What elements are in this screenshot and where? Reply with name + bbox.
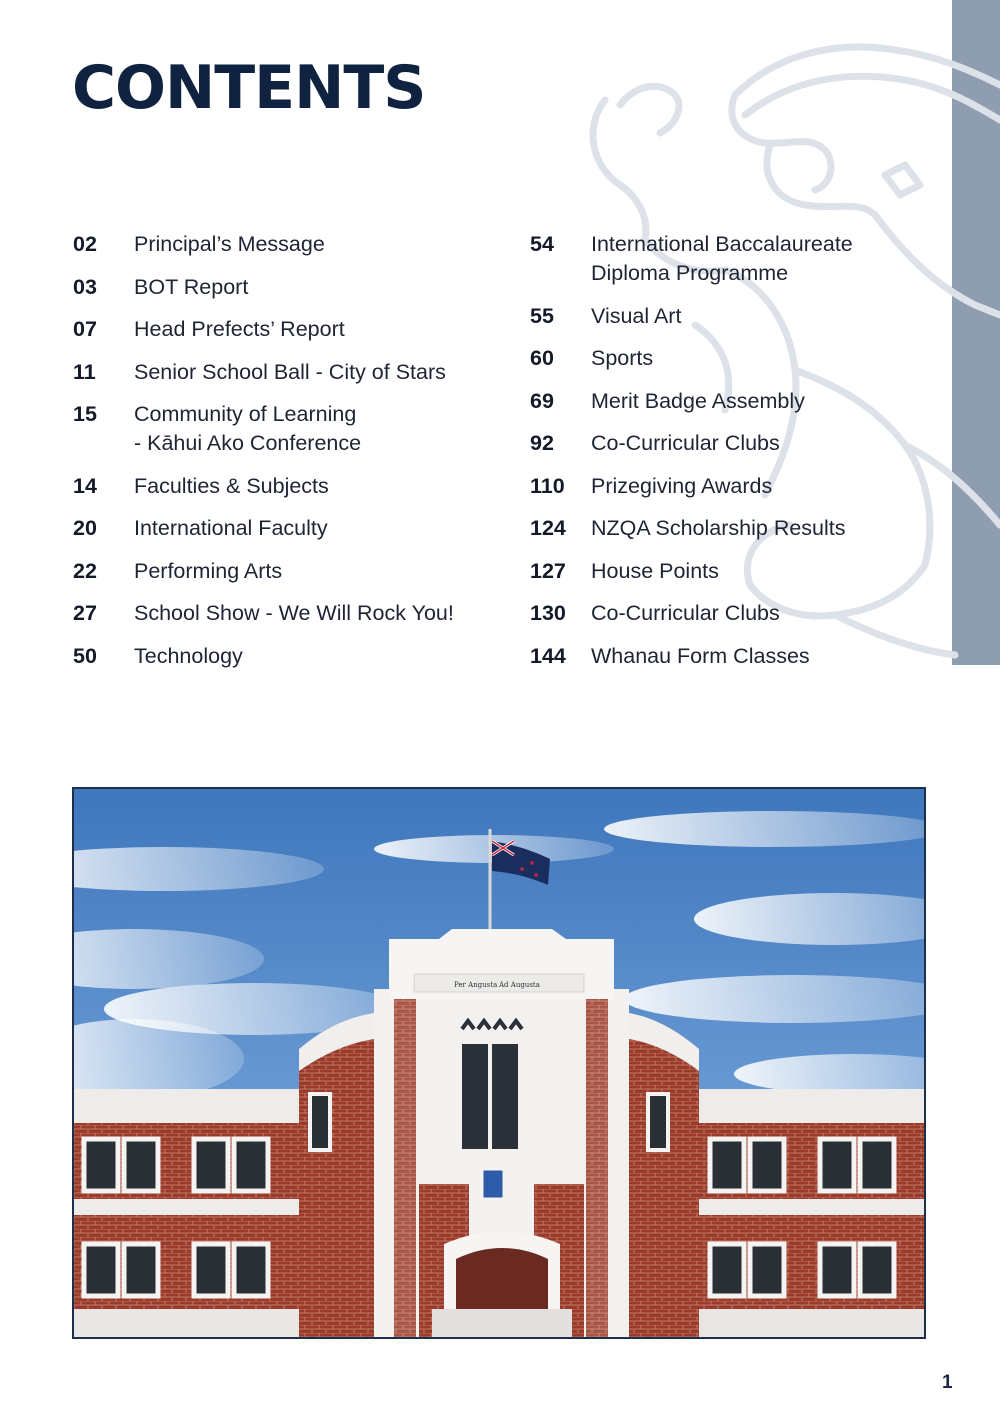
- toc-page-number: 11: [73, 359, 96, 384]
- school-building-photo: [72, 787, 926, 1339]
- toc-page-number: 55: [530, 303, 554, 328]
- toc-page-number: 20: [73, 516, 97, 540]
- toc-page-number: 127: [530, 558, 566, 583]
- toc-entry[interactable]: [73, 273, 513, 302]
- toc-page-number: 54: [530, 232, 554, 256]
- toc-page-number: 50: [73, 643, 97, 668]
- toc-entry-title: Faculties & Subjects: [134, 473, 329, 498]
- toc-entry[interactable]: [73, 358, 513, 387]
- toc-entry[interactable]: [530, 429, 940, 458]
- toc-page-number: 22: [73, 558, 97, 583]
- toc-page-number: 124: [530, 516, 566, 540]
- toc-entry[interactable]: [530, 642, 940, 671]
- school-crest-icon: [482, 1169, 504, 1199]
- toc-right-column: [530, 230, 940, 684]
- toc-entry[interactable]: [530, 514, 940, 543]
- toc-entry-title: Sports: [591, 346, 654, 370]
- building-inscription: Ad Augusta: [499, 981, 540, 989]
- toc-entry-title: Performing Arts: [134, 558, 283, 583]
- toc-page-number: 69: [530, 388, 554, 413]
- toc-entry[interactable]: [73, 557, 513, 586]
- toc-entry[interactable]: [73, 230, 513, 259]
- toc-entry-title: International Baccalaureate Diploma Programme: [591, 232, 853, 285]
- left-bay: [299, 1013, 374, 1337]
- toc-entry-title: Senior School Ball - City of Stars: [134, 359, 446, 384]
- central-tower: [374, 929, 629, 1337]
- toc-entry-title: Visual Art: [591, 303, 682, 328]
- building-inscription: Per Angusta: [454, 981, 498, 989]
- toc-entry[interactable]: [73, 315, 513, 344]
- toc-page-number: 07: [73, 317, 97, 341]
- toc-entry[interactable]: [530, 230, 940, 288]
- toc-entry[interactable]: [530, 557, 940, 586]
- toc-entry-title: Whanau Form Classes: [591, 643, 810, 668]
- toc-entry-title: NZQA Scholarship Results: [591, 516, 846, 540]
- toc-page-number: 92: [530, 431, 554, 455]
- toc-entry[interactable]: [73, 599, 513, 628]
- toc-entry[interactable]: [530, 472, 940, 501]
- toc-page-number: 60: [530, 346, 554, 370]
- toc-entry[interactable]: [530, 344, 940, 373]
- toc-entry[interactable]: [530, 387, 940, 416]
- toc-entry-title: House Points: [591, 558, 719, 583]
- toc-entry-title: Co-Curricular Clubs: [591, 431, 780, 455]
- toc-page-number: 15: [73, 402, 97, 426]
- toc-entry[interactable]: [73, 472, 513, 501]
- school-building-illustration: [74, 789, 924, 1337]
- toc-entry-title: Head Prefects’ Report: [134, 317, 345, 341]
- toc-left-column: [73, 230, 513, 684]
- toc-page-number: 14: [73, 473, 97, 498]
- page-number: 1: [942, 1372, 953, 1393]
- toc-entry[interactable]: [530, 599, 940, 628]
- toc-entry[interactable]: [530, 302, 940, 331]
- toc-entry-title: Community of Learning - Kāhui Ako Conference: [134, 402, 362, 455]
- toc-entry-title: BOT Report: [134, 274, 249, 299]
- toc-entry[interactable]: [73, 514, 513, 543]
- toc-entry-title: International Faculty: [134, 516, 328, 540]
- toc-page-number: 03: [73, 274, 97, 299]
- toc-entry-title: Merit Badge Assembly: [591, 388, 805, 413]
- right-bay: [629, 1013, 699, 1337]
- toc-entry[interactable]: [73, 642, 513, 671]
- toc-entry-title: Co-Curricular Clubs: [591, 601, 780, 625]
- toc-page-number: 27: [73, 601, 97, 625]
- toc-entry-title: School Show - We Will Rock You!: [134, 601, 454, 625]
- toc-entry[interactable]: [73, 400, 513, 458]
- toc-page-number: 144: [530, 643, 566, 668]
- toc-page-number: 130: [530, 601, 566, 625]
- toc-entry-title: Principal’s Message: [134, 232, 325, 256]
- toc-entry-title: Technology: [134, 643, 243, 668]
- toc-page-number: 110: [530, 473, 565, 498]
- page-title: CONTENTS: [72, 53, 426, 123]
- toc-page-number: 02: [73, 232, 97, 256]
- toc-entry-title: Prizegiving Awards: [591, 473, 773, 498]
